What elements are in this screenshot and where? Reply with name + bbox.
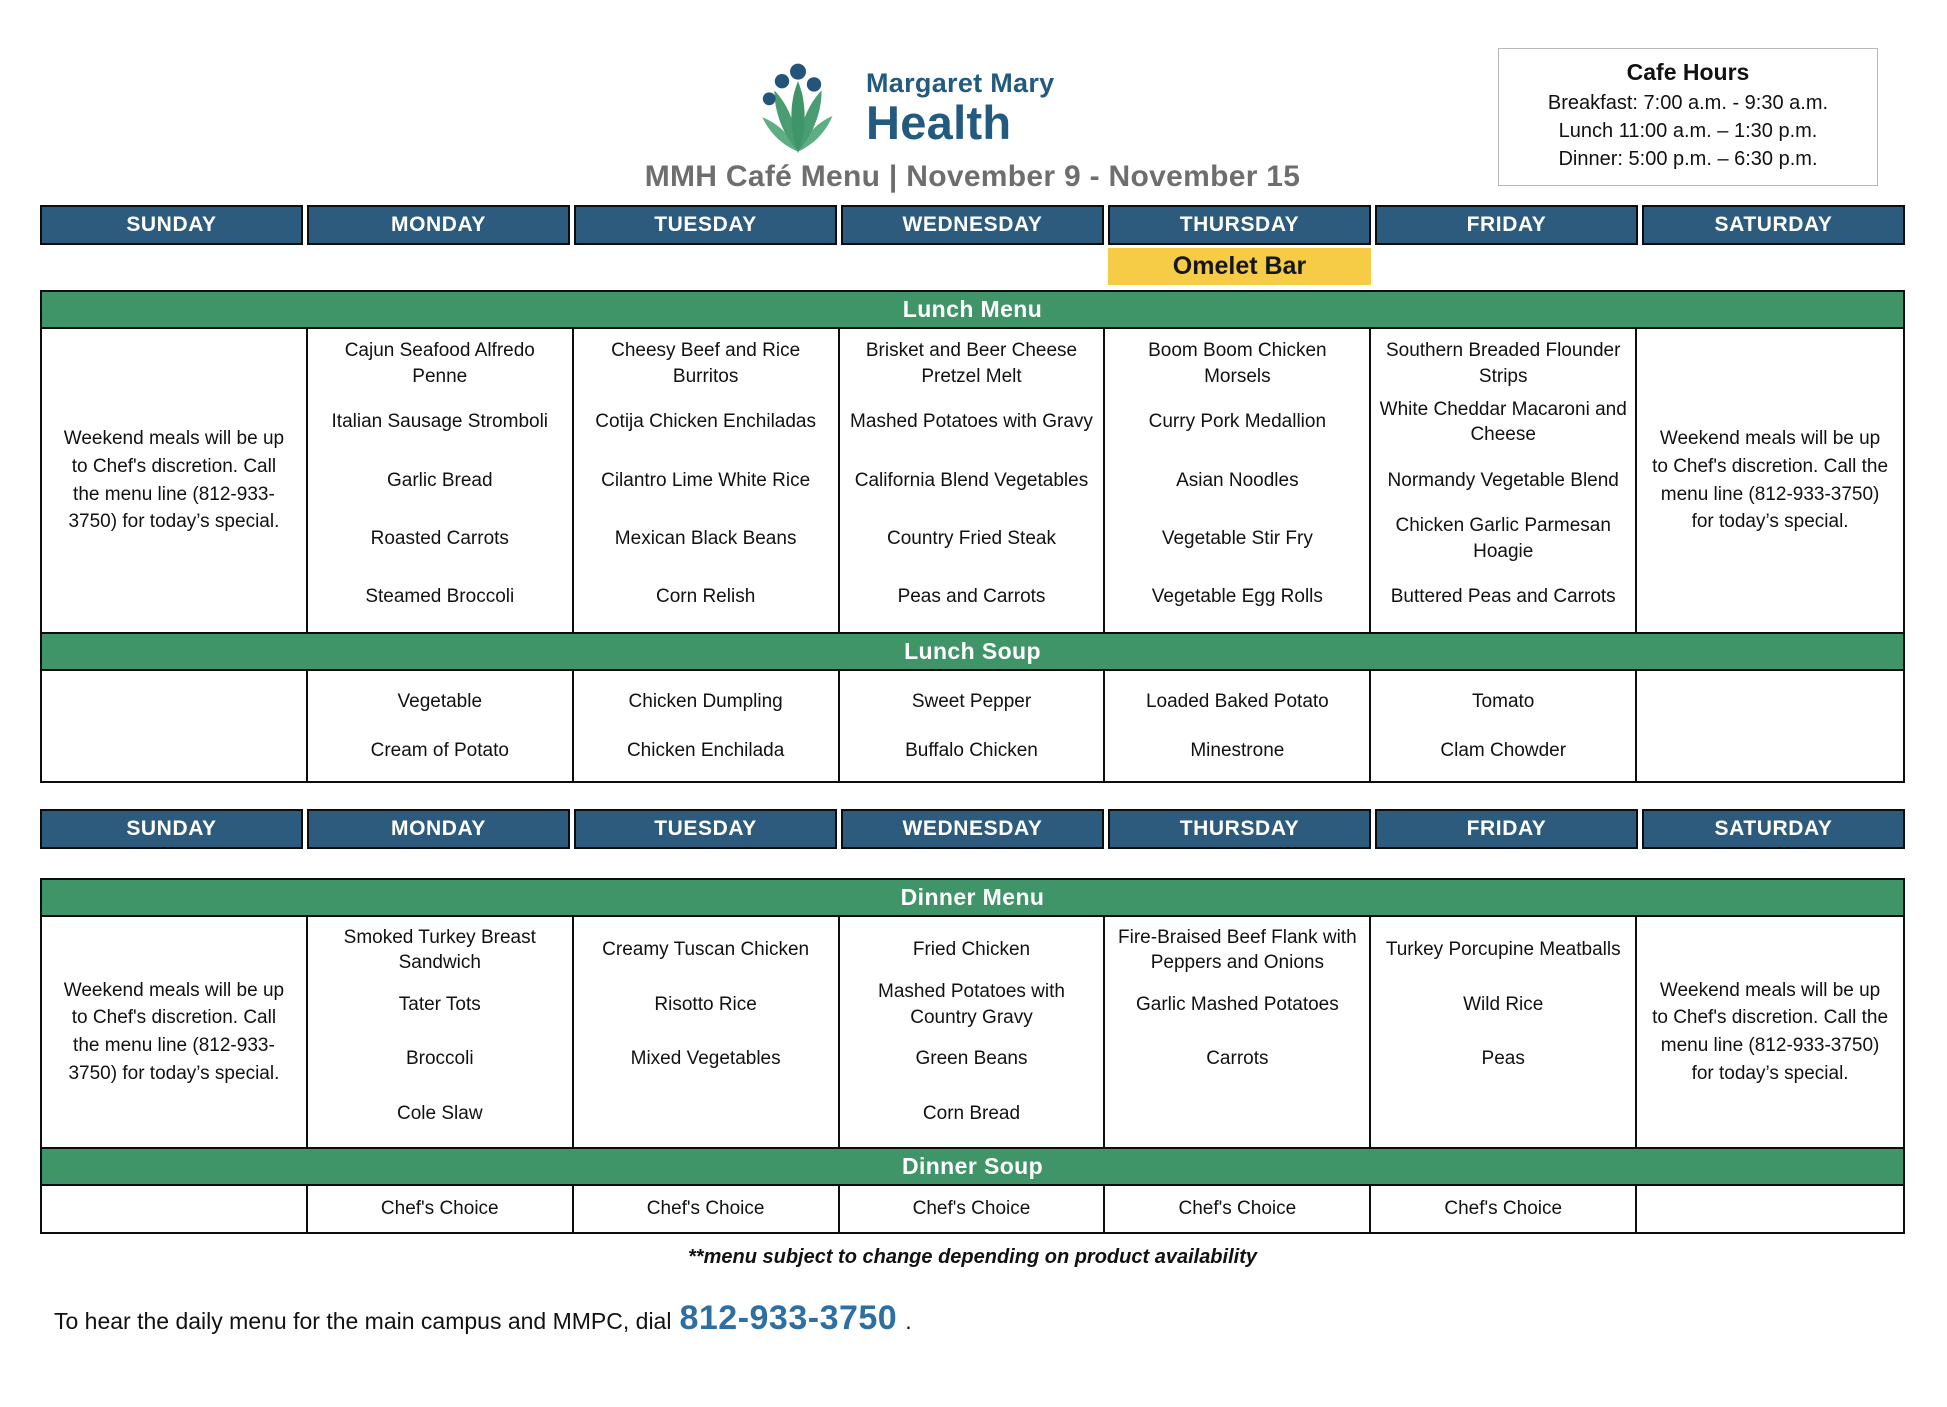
dinner-tuesday-column: [574, 917, 840, 1147]
brand-wordmark: [866, 52, 1054, 150]
soup-item: Sweet Pepper: [911, 690, 1032, 712]
menu-item: Cilantro Lime White Rice: [601, 469, 811, 491]
menu-item: Cajun Seafood Alfredo Penne: [344, 340, 535, 388]
soup-item: Chicken Dumpling: [628, 690, 783, 712]
soup-item: Tomato: [1472, 690, 1535, 712]
menu-item: Mashed Potatoes with Country Gravy: [878, 981, 1065, 1028]
dinner-wednesday-column: [840, 917, 1106, 1147]
lunch-monday-column: [308, 329, 574, 632]
menu-item: Creamy Tuscan Chicken: [602, 939, 810, 961]
menu-item: Roasted Carrots: [370, 527, 509, 549]
dinner-soup-thursday-column: [1105, 1186, 1371, 1232]
dinner-soup-saturday-column: [1637, 1186, 1903, 1232]
omelet-bar-badge: Omelet Bar: [1108, 248, 1371, 285]
brand-name-top: Margaret Mary: [866, 68, 1055, 98]
menu-item: Mashed Potatoes with Gravy: [850, 411, 1093, 433]
day-header-cell: SUNDAY: [40, 205, 303, 245]
dinner-soup-grid: [40, 1184, 1905, 1234]
soup-item: Cream of Potato: [370, 739, 509, 761]
lunch-friday-column: [1371, 329, 1637, 632]
menu-item: Peas: [1481, 1048, 1525, 1070]
soup-item: Chicken Enchilada: [626, 739, 785, 761]
cafe-hours-lunch: Lunch 11:00 a.m. – 1:30 p.m.: [1558, 120, 1818, 142]
day-header-cell: SATURDAY: [1642, 809, 1905, 849]
lunch-wednesday-column: [840, 329, 1106, 632]
soup-item: Loaded Baked Potato: [1145, 690, 1329, 712]
menu-item: Country Fried Steak: [887, 527, 1056, 549]
dinner-saturday-column: [1637, 917, 1903, 1147]
menu-item: Normandy Vegetable Blend: [1387, 469, 1619, 491]
soup-item: Buffalo Chicken: [905, 739, 1038, 761]
soup-item: Chef's Choice: [1178, 1198, 1297, 1220]
dinner-monday-column: [308, 917, 574, 1147]
weekend-note: Weekend meals will be up to Chef's discretion. Call the menu line (812-933-3750) for today’s special.: [63, 979, 285, 1084]
cafe-hours-dinner: Dinner: 5:00 p.m. – 6:30 p.m.: [1558, 148, 1818, 170]
page-header: [0, 0, 1947, 205]
menu-item: Green Beans: [915, 1048, 1028, 1070]
menu-item: Cheesy Beef and Rice Burritos: [611, 340, 801, 388]
menu-item: Mexican Black Beans: [614, 527, 797, 549]
dinner-grid: [40, 915, 1905, 1149]
menu-item: Asian Noodles: [1176, 469, 1299, 491]
weekly-menu-table: [40, 205, 1905, 1338]
menu-item: Buttered Peas and Carrots: [1390, 586, 1616, 608]
lunch-menu-header: Lunch Menu: [40, 290, 1905, 329]
dial-line-period: .: [905, 1308, 912, 1334]
people-leaves-logo-icon: [742, 52, 854, 160]
menu-phone-number: 812-933-3750: [679, 1299, 898, 1337]
dinner-soup-tuesday-column: [574, 1186, 840, 1232]
day-header-cell: FRIDAY: [1375, 205, 1638, 245]
soup-item: Vegetable: [397, 690, 483, 712]
menu-item: Tater Tots: [398, 993, 481, 1015]
day-header-cell: TUESDAY: [574, 205, 837, 245]
menu-item: Corn Relish: [656, 586, 756, 608]
menu-item: Garlic Bread: [386, 469, 493, 491]
menu-item: Chicken Garlic Parmesan Hoagie: [1395, 515, 1611, 562]
day-header-row-dinner: [40, 809, 1905, 849]
day-header-cell: WEDNESDAY: [841, 809, 1104, 849]
menu-item: Turkey Porcupine Meatballs: [1385, 939, 1621, 961]
menu-item: White Cheddar Macaroni and Cheese: [1379, 398, 1627, 446]
menu-item: Boom Boom Chicken Morsels: [1148, 340, 1327, 388]
weekend-note: Weekend meals will be up to Chef's discretion. Call the menu line (812-933-3750) for today’s special.: [63, 428, 285, 533]
availability-footnote: **menu subject to change depending on product availability: [688, 1246, 1257, 1268]
menu-item: Smoked Turkey Breast Sandwich: [343, 926, 536, 974]
menu-item: Brisket and Beer Cheese Pretzel Melt: [865, 340, 1078, 388]
day-header-cell: WEDNESDAY: [841, 205, 1104, 245]
dinner-soup-monday-column: [308, 1186, 574, 1232]
day-header-cell: THURSDAY: [1108, 809, 1371, 849]
cafe-hours-title: Cafe Hours: [1626, 59, 1750, 85]
menu-item: Broccoli: [405, 1048, 474, 1070]
menu-item: Peas and Carrots: [897, 586, 1046, 608]
soup-item: Minestrone: [1190, 739, 1285, 761]
menu-item: Italian Sausage Stromboli: [331, 411, 549, 433]
menu-item: Corn Bread: [922, 1102, 1021, 1124]
soup-item: Chef's Choice: [912, 1198, 1031, 1220]
dinner-soup-header: Dinner Soup: [40, 1147, 1905, 1186]
day-header-cell: THURSDAY: [1108, 205, 1371, 245]
menu-item: Risotto Rice: [654, 993, 757, 1015]
lunch-soup-tuesday-column: [574, 671, 840, 781]
lunch-soup-grid: [40, 669, 1905, 783]
dinner-friday-column: [1371, 917, 1637, 1147]
dinner-sunday-column: [42, 917, 308, 1147]
soup-item: Chef's Choice: [1444, 1198, 1563, 1220]
menu-item: Mixed Vegetables: [630, 1048, 781, 1070]
cafe-hours-breakfast: Breakfast: 7:00 a.m. - 9:30 a.m.: [1547, 92, 1829, 114]
lunch-soup-monday-column: [308, 671, 574, 781]
lunch-thursday-column: [1105, 329, 1371, 632]
lunch-soup-wednesday-column: [840, 671, 1106, 781]
weekend-note: Weekend meals will be up to Chef's discretion. Call the menu line (812-933-3750) for today’s special.: [1652, 428, 1889, 533]
dinner-thursday-column: [1105, 917, 1371, 1147]
brand-logo: [742, 52, 1054, 160]
lunch-soup-sunday-column: [42, 671, 308, 781]
day-header-cell: SUNDAY: [40, 809, 303, 849]
dial-line-text: To hear the daily menu for the main campus and MMPC, dial: [54, 1308, 672, 1334]
lunch-soup-friday-column: [1371, 671, 1637, 781]
menu-item: Curry Pork Medallion: [1148, 411, 1327, 433]
soup-item: Clam Chowder: [1440, 739, 1567, 761]
menu-item: Cotija Chicken Enchiladas: [595, 411, 816, 433]
weekend-note: Weekend meals will be up to Chef's discretion. Call the menu line (812-933-3750) for today’s special.: [1652, 979, 1889, 1084]
daily-menu-dial-line: [54, 1299, 1905, 1338]
dinner-soup-friday-column: [1371, 1186, 1637, 1232]
soup-item: Chef's Choice: [646, 1198, 765, 1220]
menu-item: Wild Rice: [1463, 993, 1544, 1015]
lunch-sunday-column: [42, 329, 308, 632]
menu-item: Steamed Broccoli: [365, 586, 515, 608]
brand-name-bottom: Health: [866, 96, 1012, 149]
menu-item: Cole Slaw: [397, 1102, 483, 1124]
dinner-menu-header: Dinner Menu: [40, 878, 1905, 917]
cafe-hours-box: [1498, 48, 1878, 186]
menu-item: Fire-Braised Beef Flank with Peppers and Onions: [1118, 926, 1357, 974]
dinner-soup-sunday-column: [42, 1186, 308, 1232]
menu-item: California Blend Vegetables: [854, 469, 1089, 491]
omelet-bar-row: [40, 248, 1905, 285]
menu-item: Vegetable Egg Rolls: [1151, 586, 1323, 608]
dinner-soup-wednesday-column: [840, 1186, 1106, 1232]
day-header-cell: MONDAY: [307, 809, 570, 849]
menu-item: Southern Breaded Flounder Strips: [1385, 340, 1621, 388]
day-header-cell: SATURDAY: [1642, 205, 1905, 245]
menu-item: Fried Chicken: [912, 939, 1031, 961]
lunch-saturday-column: [1637, 329, 1903, 632]
soup-item: Chef's Choice: [380, 1198, 499, 1220]
menu-item: Carrots: [1206, 1048, 1269, 1070]
day-header-cell: FRIDAY: [1375, 809, 1638, 849]
lunch-grid: [40, 327, 1905, 634]
day-header-cell: MONDAY: [307, 205, 570, 245]
lunch-soup-thursday-column: [1105, 671, 1371, 781]
lunch-soup-header: Lunch Soup: [40, 632, 1905, 671]
day-header-row-lunch: [40, 205, 1905, 245]
menu-item: Vegetable Stir Fry: [1161, 527, 1313, 549]
lunch-tuesday-column: [574, 329, 840, 632]
page-title: MMH Café Menu | November 9 - November 15: [644, 160, 1301, 193]
lunch-soup-saturday-column: [1637, 671, 1903, 781]
day-header-cell: TUESDAY: [574, 809, 837, 849]
menu-item: Garlic Mashed Potatoes: [1135, 993, 1339, 1015]
